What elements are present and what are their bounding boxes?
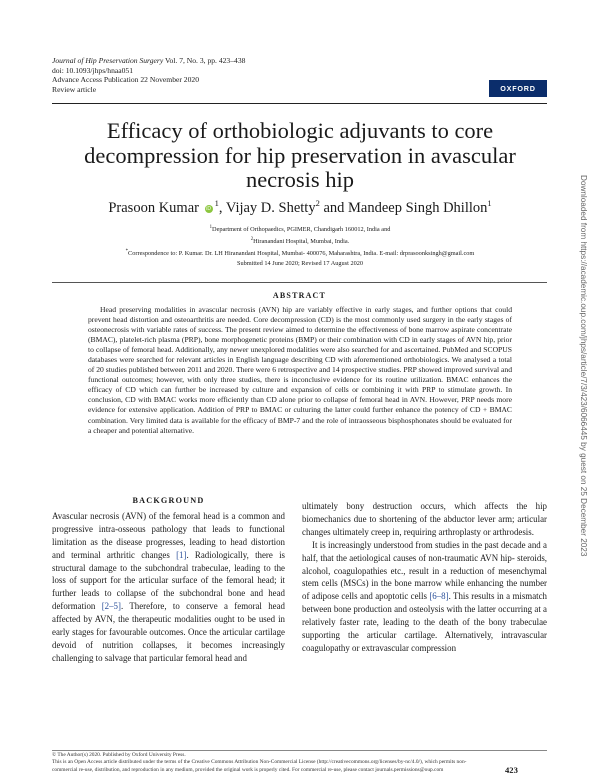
author-separator: , [218, 199, 226, 216]
paragraph-text: It is increasingly understood from studies in the past decade and a half, that the aetiological causes of non-traumatic AVN hip- steroids, alcohol, coagulopathies etc., result in a reduction of mesenchymal stem cells (MSCs) in the bone marrow while enhancing the number of adipose cells and apoptotic cells [302, 539, 547, 602]
author-name[interactable]: Prasoon Kumar [108, 199, 199, 216]
abstract-rule [52, 282, 547, 283]
author-affiliation-mark: 1 [214, 198, 219, 208]
license-text[interactable]: This is an Open Access article distributed under the terms of the Creative Commons Attribution Non-Commercial License (http://creativecommons.org/licenses/by-nc/4.0/), which permits non-commercial re-use, distribution, and reproduction in any medium, provided the original work is properly cited. For commercial re-use, please contact journals.permissions@oup.com [52, 759, 467, 773]
oxford-logo: OXFORD [489, 80, 547, 97]
paragraph [302, 539, 547, 655]
page-number: 423 [505, 765, 518, 775]
affiliation-mark: 2 [250, 236, 254, 242]
header-rule [52, 103, 547, 104]
paragraph-text: . Therefore, to conserve a femoral head affected by AVN, the therapeutic modalities ought to be used in early stages for favourable outcomes. Once the articular cartilage devoid of nutrition collapses, it becomes increasingly challenging to salvage that particular femoral head and [52, 601, 285, 663]
correspondence-text[interactable]: Correspondence to: P. Kumar. Dr. LH Hiranandani Hospital, Mumbai- 400076, Maharashtra, India. E-mail: drprasoonksingh@gmail.com [128, 249, 475, 257]
affiliation-text: Department of Orthopaedics, PGIMER, Chandigarh 160012, India and [212, 226, 391, 234]
correspondence [60, 247, 540, 259]
doi[interactable]: doi: 10.1093/jhps/hnaa051 [52, 65, 133, 75]
affiliations [60, 223, 540, 268]
journal-citation [52, 56, 245, 66]
citation-link[interactable]: [2–5] [101, 601, 121, 612]
author-affiliation-mark: 2 [315, 198, 320, 208]
author-list [60, 195, 540, 217]
download-watermark: Downloaded from https://academic.oup.com/jhps/article/7/3/423/6066445 by guest on 25 December 2023 [579, 175, 588, 557]
affiliation-text: Hiranandani Hospital, Mumbai, India. [253, 237, 350, 245]
citation-link[interactable]: [1] [176, 549, 187, 560]
journal-meta [52, 56, 245, 94]
journal-name: Journal of Hip Preservation Surgery [52, 56, 164, 65]
left-column [52, 495, 285, 665]
license-footnote [52, 752, 482, 774]
abstract-heading: ABSTRACT [272, 291, 327, 300]
article-type: Review article [52, 84, 97, 94]
advance-access: Advance Access Publication 22 November 2020 [52, 75, 199, 85]
author-name[interactable]: Mandeep Singh Dhillon [348, 199, 488, 216]
abstract-body: Head preserving modalities in avascular necrosis (AVN) hip are variably effective in early stages, and further options that could prevent head distortion and osteoarthritis are needed. Core decompression (CD) is the most commonly used surgery in the early stages of osteonecrosis with variable rates of success. The present review aimed to determine the effectiveness of bone marrow aspirate concentrate (BMAC), platelet-rich plasma (PRP), bone morphogenetic proteins (BMP) or their combination with CD in early stages of AVN hip, prior to collapse of femoral head. Additionally, any newer unexplored modalities were also searched for and ascertained. PubMed and SCOPUS databases were searched for relevant articles in English language describing CD with aforementioned orthobiologics. We analysed a total of 20 studies published between 2011 and 2020. There were 6 retrospective and 14 prospective studies. PRP showed improved survival and functional outcomes; however, with only three studies, there is inconclusive evidence for its routine utilization. BMAC enhances the efficacy of CD which can further be increased by culture and expansion of cells or combining it with PRP to stimulate growth. In conclusion, CD with BMAC works more efficiently than CD alone prior to collapse of femoral head in AVN. However, PRP needs more evidence for extensive application. Addition of PRP to BMAC or culturing the latter could further enhance the potency of CD + BMAC combination. Very limited data is available for the efficacy of BMP-7 and the role of intraosseous bisphosphonates should be evaluated for a cheaper and potential alternative. [88, 305, 512, 435]
citation-link[interactable]: [6–8] [429, 591, 449, 602]
orcid-icon[interactable]: iD [206, 205, 211, 212]
author-name[interactable]: Vijay D. Shetty [225, 199, 316, 216]
copyright: © The Author(s) 2020. Published by Oxford University Press. [52, 752, 186, 758]
author-separator: and [319, 199, 349, 216]
affiliation-2 [60, 235, 540, 247]
paragraph: ultimately bony destruction occurs, which affects the hip biomechanics due to shortening of the abductor lever arm; articular changes ultimately creep in, requiring arthroplasty or arthrodesis. [302, 501, 547, 537]
article-title: Efficacy of orthobiologic adjuvants to core decompression for hip preservation in avascular necrosis hip [84, 118, 516, 192]
right-column [302, 500, 547, 655]
author-affiliation-mark: 1 [487, 198, 492, 208]
affiliation-1 [60, 223, 540, 235]
section-heading: BACKGROUND [132, 496, 205, 505]
paragraph-text: Avascular necrosis (AVN) of the femoral head is a common and progressive intra-osseous pathology that leads to functional limitation as the disease progresses, leading to head distortion and terminal arthritic changes [52, 510, 285, 560]
paragraph-text: . Radiologically, there is structural damage to the subchondral trabeculae, leading to the loss of support for the articular surface of the femoral head; it further leads to collapse of the subchondral bone and head deformation [52, 549, 285, 612]
submission-dates: Submitted 14 June 2020; Revised 17 August 2020 [236, 259, 364, 267]
journal-issue: Vol. 7, No. 3, pp. 423–438 [163, 56, 246, 65]
paragraph [52, 510, 285, 665]
affiliation-mark: 1 [209, 225, 213, 230]
correspondence-mark: * [125, 248, 129, 254]
paragraph-text: . This results in a mismatch between bone production and osteolysis with the latter occurring at a relatively faster rate, leading to the death of the bony trabeculae supporting the articular cartilage. Alternatively, intravascular coagulopathy or extravascular compression [302, 591, 547, 653]
footer-rule [52, 750, 547, 751]
